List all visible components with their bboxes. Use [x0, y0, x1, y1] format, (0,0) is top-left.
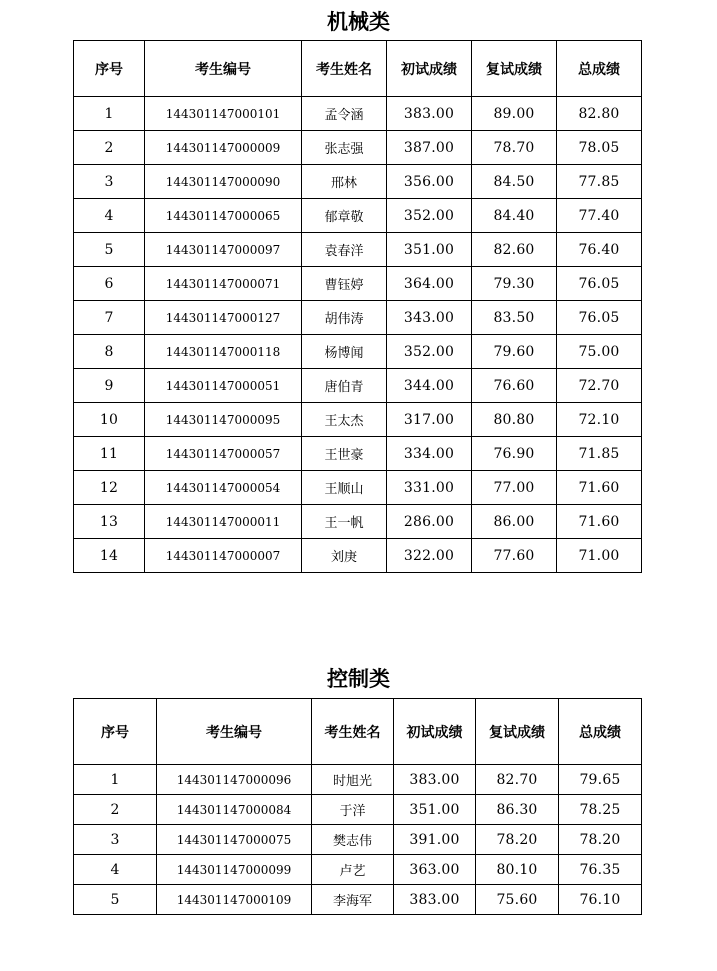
header-name: 考生姓名: [302, 41, 387, 97]
cell-total-score: 71.85: [557, 437, 642, 471]
cell-seq: 5: [74, 885, 157, 915]
cell-initial-score: 343.00: [387, 301, 472, 335]
cell-initial-score: 391.00: [394, 825, 476, 855]
table-row: [74, 199, 642, 233]
cell-total-score: 76.40: [557, 233, 642, 267]
table-row: [74, 539, 642, 573]
cell-exam-id: 144301147000096: [157, 765, 312, 795]
table-header-row: [74, 699, 642, 765]
cell-retest-score: 78.20: [476, 825, 559, 855]
cell-initial-score: 383.00: [394, 885, 476, 915]
cell-seq: 11: [74, 437, 145, 471]
cell-initial-score: 286.00: [387, 505, 472, 539]
cell-retest-score: 84.40: [472, 199, 557, 233]
cell-retest-score: 76.90: [472, 437, 557, 471]
cell-name: 樊志伟: [312, 825, 394, 855]
cell-exam-id: 144301147000118: [145, 335, 302, 369]
cell-total-score: 76.35: [559, 855, 642, 885]
cell-seq: 8: [74, 335, 145, 369]
cell-retest-score: 82.60: [472, 233, 557, 267]
table-row: [74, 165, 642, 199]
cell-exam-id: 144301147000075: [157, 825, 312, 855]
cell-exam-id: 144301147000099: [157, 855, 312, 885]
cell-seq: 6: [74, 267, 145, 301]
cell-retest-score: 86.30: [476, 795, 559, 825]
cell-seq: 10: [74, 403, 145, 437]
cell-seq: 12: [74, 471, 145, 505]
cell-total-score: 79.65: [559, 765, 642, 795]
header-exam-id: 考生编号: [145, 41, 302, 97]
section-title-control: 控制类: [327, 667, 390, 691]
table-row: [74, 369, 642, 403]
cell-total-score: 72.10: [557, 403, 642, 437]
cell-retest-score: 80.10: [476, 855, 559, 885]
cell-initial-score: 344.00: [387, 369, 472, 403]
cell-seq: 3: [74, 165, 145, 199]
table-row: [74, 97, 642, 131]
cell-retest-score: 78.70: [472, 131, 557, 165]
cell-retest-score: 86.00: [472, 505, 557, 539]
cell-name: 杨博闻: [302, 335, 387, 369]
header-total-score: 总成绩: [557, 41, 642, 97]
cell-seq: 4: [74, 199, 145, 233]
cell-retest-score: 76.60: [472, 369, 557, 403]
cell-initial-score: 334.00: [387, 437, 472, 471]
cell-name: 曹钰婷: [302, 267, 387, 301]
cell-initial-score: 322.00: [387, 539, 472, 573]
cell-retest-score: 77.60: [472, 539, 557, 573]
cell-initial-score: 331.00: [387, 471, 472, 505]
header-seq: 序号: [74, 699, 157, 765]
cell-initial-score: 356.00: [387, 165, 472, 199]
cell-name: 王一帆: [302, 505, 387, 539]
cell-exam-id: 144301147000109: [157, 885, 312, 915]
table-row: [74, 437, 642, 471]
table-row: [74, 267, 642, 301]
cell-exam-id: 144301147000097: [145, 233, 302, 267]
score-table-control: [73, 698, 642, 915]
table-row: [74, 825, 642, 855]
cell-seq: 1: [74, 765, 157, 795]
cell-total-score: 77.85: [557, 165, 642, 199]
cell-seq: 1: [74, 97, 145, 131]
cell-exam-id: 144301147000009: [145, 131, 302, 165]
header-seq: 序号: [74, 41, 145, 97]
cell-exam-id: 144301147000051: [145, 369, 302, 403]
table-row: [74, 233, 642, 267]
cell-initial-score: 351.00: [394, 795, 476, 825]
cell-exam-id: 144301147000084: [157, 795, 312, 825]
table-row: [74, 765, 642, 795]
cell-exam-id: 144301147000095: [145, 403, 302, 437]
cell-retest-score: 79.30: [472, 267, 557, 301]
table-row: [74, 403, 642, 437]
header-initial-score: 初试成绩: [387, 41, 472, 97]
cell-retest-score: 80.80: [472, 403, 557, 437]
cell-exam-id: 144301147000007: [145, 539, 302, 573]
header-initial-score: 初试成绩: [394, 699, 476, 765]
cell-initial-score: 364.00: [387, 267, 472, 301]
cell-exam-id: 144301147000101: [145, 97, 302, 131]
cell-total-score: 76.05: [557, 267, 642, 301]
table-row: [74, 471, 642, 505]
section-title-mechanical: 机械类: [327, 10, 390, 34]
cell-exam-id: 144301147000065: [145, 199, 302, 233]
score-table-mechanical: [73, 40, 642, 573]
cell-name: 唐伯青: [302, 369, 387, 403]
cell-seq: 5: [74, 233, 145, 267]
cell-retest-score: 83.50: [472, 301, 557, 335]
cell-initial-score: 352.00: [387, 335, 472, 369]
table-row: [74, 335, 642, 369]
cell-name: 于洋: [312, 795, 394, 825]
cell-initial-score: 383.00: [394, 765, 476, 795]
cell-total-score: 71.60: [557, 505, 642, 539]
table-row: [74, 505, 642, 539]
cell-total-score: 77.40: [557, 199, 642, 233]
cell-retest-score: 84.50: [472, 165, 557, 199]
cell-exam-id: 144301147000057: [145, 437, 302, 471]
table-row: [74, 795, 642, 825]
cell-initial-score: 387.00: [387, 131, 472, 165]
cell-name: 王太杰: [302, 403, 387, 437]
cell-seq: 3: [74, 825, 157, 855]
cell-name: 郁章敬: [302, 199, 387, 233]
table-row: [74, 131, 642, 165]
cell-name: 孟令涵: [302, 97, 387, 131]
cell-exam-id: 144301147000054: [145, 471, 302, 505]
cell-seq: 14: [74, 539, 145, 573]
cell-seq: 4: [74, 855, 157, 885]
cell-name: 袁春洋: [302, 233, 387, 267]
cell-name: 李海军: [312, 885, 394, 915]
cell-seq: 2: [74, 131, 145, 165]
cell-initial-score: 351.00: [387, 233, 472, 267]
cell-name: 刘庚: [302, 539, 387, 573]
header-name: 考生姓名: [312, 699, 394, 765]
table-row: [74, 301, 642, 335]
table-row: [74, 855, 642, 885]
cell-seq: 2: [74, 795, 157, 825]
header-retest-score: 复试成绩: [472, 41, 557, 97]
cell-exam-id: 144301147000011: [145, 505, 302, 539]
cell-name: 王世豪: [302, 437, 387, 471]
cell-name: 王顺山: [302, 471, 387, 505]
cell-total-score: 76.10: [559, 885, 642, 915]
cell-exam-id: 144301147000071: [145, 267, 302, 301]
cell-exam-id: 144301147000127: [145, 301, 302, 335]
table-header-row: [74, 41, 642, 97]
header-total-score: 总成绩: [559, 699, 642, 765]
cell-total-score: 75.00: [557, 335, 642, 369]
cell-retest-score: 77.00: [472, 471, 557, 505]
cell-exam-id: 144301147000090: [145, 165, 302, 199]
cell-name: 卢艺: [312, 855, 394, 885]
cell-total-score: 71.00: [557, 539, 642, 573]
cell-name: 邢林: [302, 165, 387, 199]
cell-total-score: 82.80: [557, 97, 642, 131]
table-row: [74, 885, 642, 915]
cell-name: 时旭光: [312, 765, 394, 795]
cell-initial-score: 352.00: [387, 199, 472, 233]
cell-seq: 7: [74, 301, 145, 335]
cell-retest-score: 79.60: [472, 335, 557, 369]
cell-name: 张志强: [302, 131, 387, 165]
cell-initial-score: 363.00: [394, 855, 476, 885]
cell-seq: 13: [74, 505, 145, 539]
cell-retest-score: 89.00: [472, 97, 557, 131]
cell-name: 胡伟涛: [302, 301, 387, 335]
header-exam-id: 考生编号: [157, 699, 312, 765]
cell-total-score: 72.70: [557, 369, 642, 403]
cell-total-score: 78.25: [559, 795, 642, 825]
cell-total-score: 76.05: [557, 301, 642, 335]
header-retest-score: 复试成绩: [476, 699, 559, 765]
cell-total-score: 78.05: [557, 131, 642, 165]
cell-total-score: 78.20: [559, 825, 642, 855]
cell-retest-score: 82.70: [476, 765, 559, 795]
cell-total-score: 71.60: [557, 471, 642, 505]
cell-initial-score: 317.00: [387, 403, 472, 437]
cell-initial-score: 383.00: [387, 97, 472, 131]
cell-retest-score: 75.60: [476, 885, 559, 915]
cell-seq: 9: [74, 369, 145, 403]
